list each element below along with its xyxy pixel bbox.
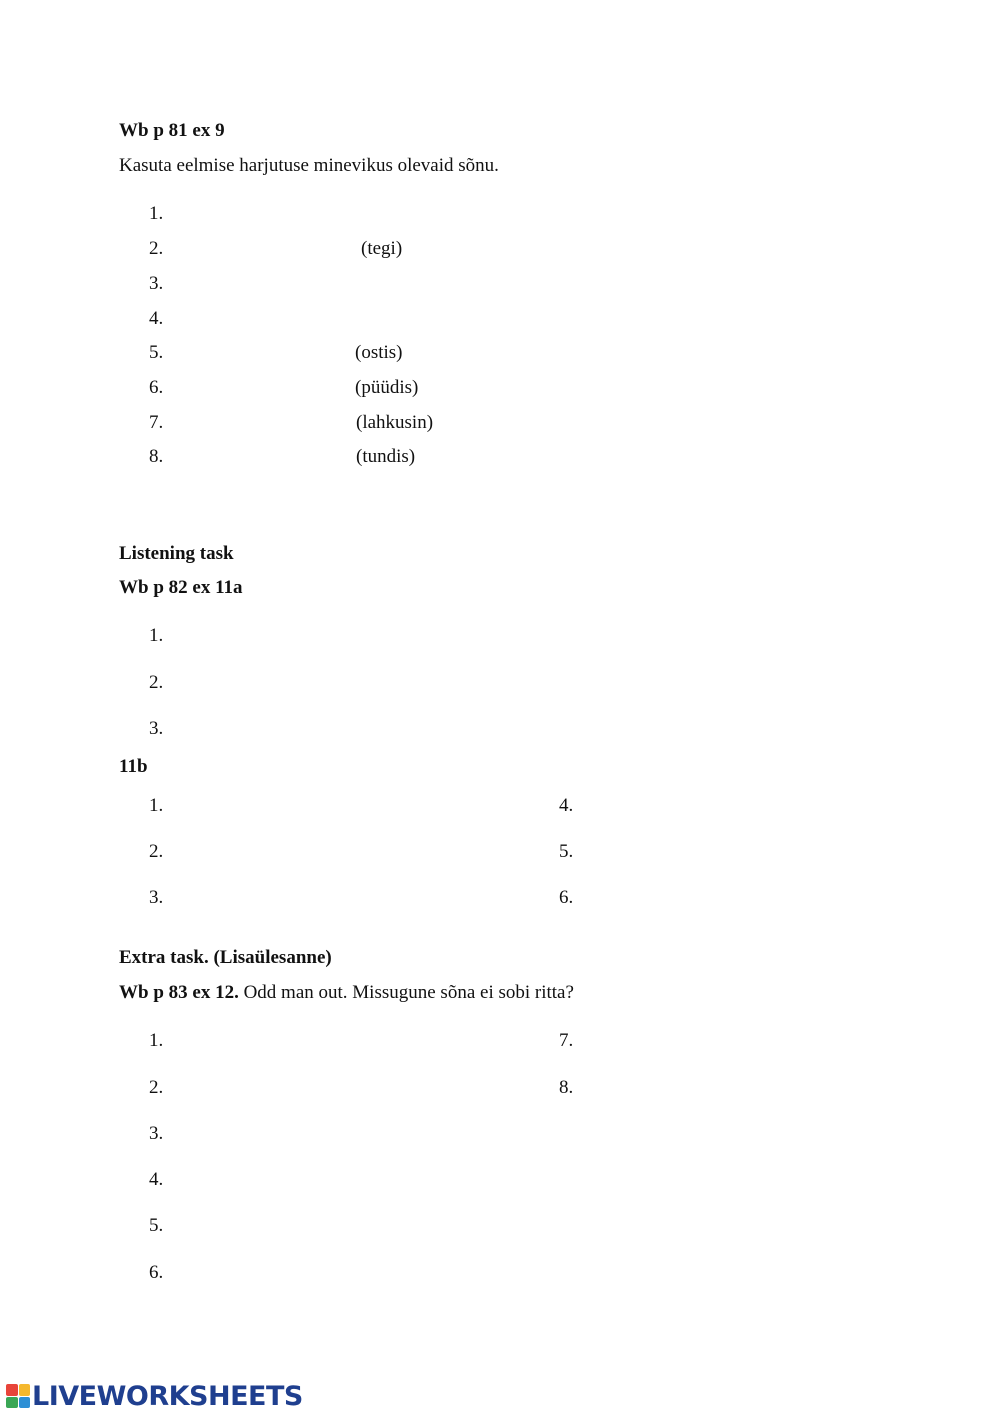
list-item-number: 4. [559, 795, 574, 816]
logo-text: LIVEWORKSHEETS [32, 1380, 303, 1412]
list-item-hint: (ostis) [355, 342, 403, 363]
list-item-number: 8. [149, 446, 164, 467]
section1-heading: Wb p 81 ex 9 [119, 120, 225, 141]
list-item-hint: (lahkusin) [356, 412, 434, 433]
list-item-number: 1. [149, 795, 164, 816]
section3-heading [119, 982, 574, 1004]
list-item-number: 6. [149, 1262, 164, 1283]
list-item-number: 3. [149, 887, 164, 908]
section3-title: Extra task. (Lisaülesanne) [119, 947, 332, 968]
logo-square-icon [6, 1397, 18, 1409]
list-item-number: 3. [149, 718, 164, 739]
logo-square-icon [6, 1384, 18, 1396]
section1-instruction: Kasuta eelmise harjutuse minevikus olevaid sõnu. [119, 155, 499, 176]
list-item-number: 5. [149, 1215, 164, 1236]
list-item-hint: (püüdis) [355, 377, 419, 398]
list-item-number: 2. [149, 672, 164, 693]
list-item-number: 2. [149, 841, 164, 862]
list-item-hint: (tundis) [356, 446, 416, 467]
list-item-number: 5. [149, 342, 164, 363]
list-item-hint: (tegi) [361, 238, 403, 259]
list-item-number: 6. [149, 377, 164, 398]
list-item-number: 1. [149, 1030, 164, 1051]
list-item-number: 4. [149, 308, 164, 329]
list-item-number: 8. [559, 1077, 574, 1098]
list-item-number: 1. [149, 625, 164, 646]
list-item-number: 7. [559, 1030, 574, 1051]
liveworksheets-logo[interactable] [6, 1381, 303, 1411]
list-item-number: 1. [149, 203, 164, 224]
logo-square-icon [19, 1397, 31, 1409]
list-item-number: 7. [149, 412, 164, 433]
list-item-number: 2. [149, 1077, 164, 1098]
list-item-number: 3. [149, 273, 164, 294]
logo-square-icon [19, 1384, 31, 1396]
section2-sub-heading: 11b [119, 756, 148, 777]
section3-heading-bold: Wb p 83 ex 12. [119, 982, 239, 1003]
list-item-number: 5. [559, 841, 574, 862]
list-item-number: 4. [149, 1169, 164, 1190]
section2-heading: Wb p 82 ex 11a [119, 577, 243, 598]
list-item-number: 3. [149, 1123, 164, 1144]
list-item-number: 2. [149, 238, 164, 259]
list-item-number: 6. [559, 887, 574, 908]
liveworksheets-logo-icon [6, 1384, 30, 1408]
section3-heading-rest: Odd man out. Missugune sõna ei sobi ritta? [238, 982, 574, 1003]
section2-title: Listening task [119, 543, 234, 564]
